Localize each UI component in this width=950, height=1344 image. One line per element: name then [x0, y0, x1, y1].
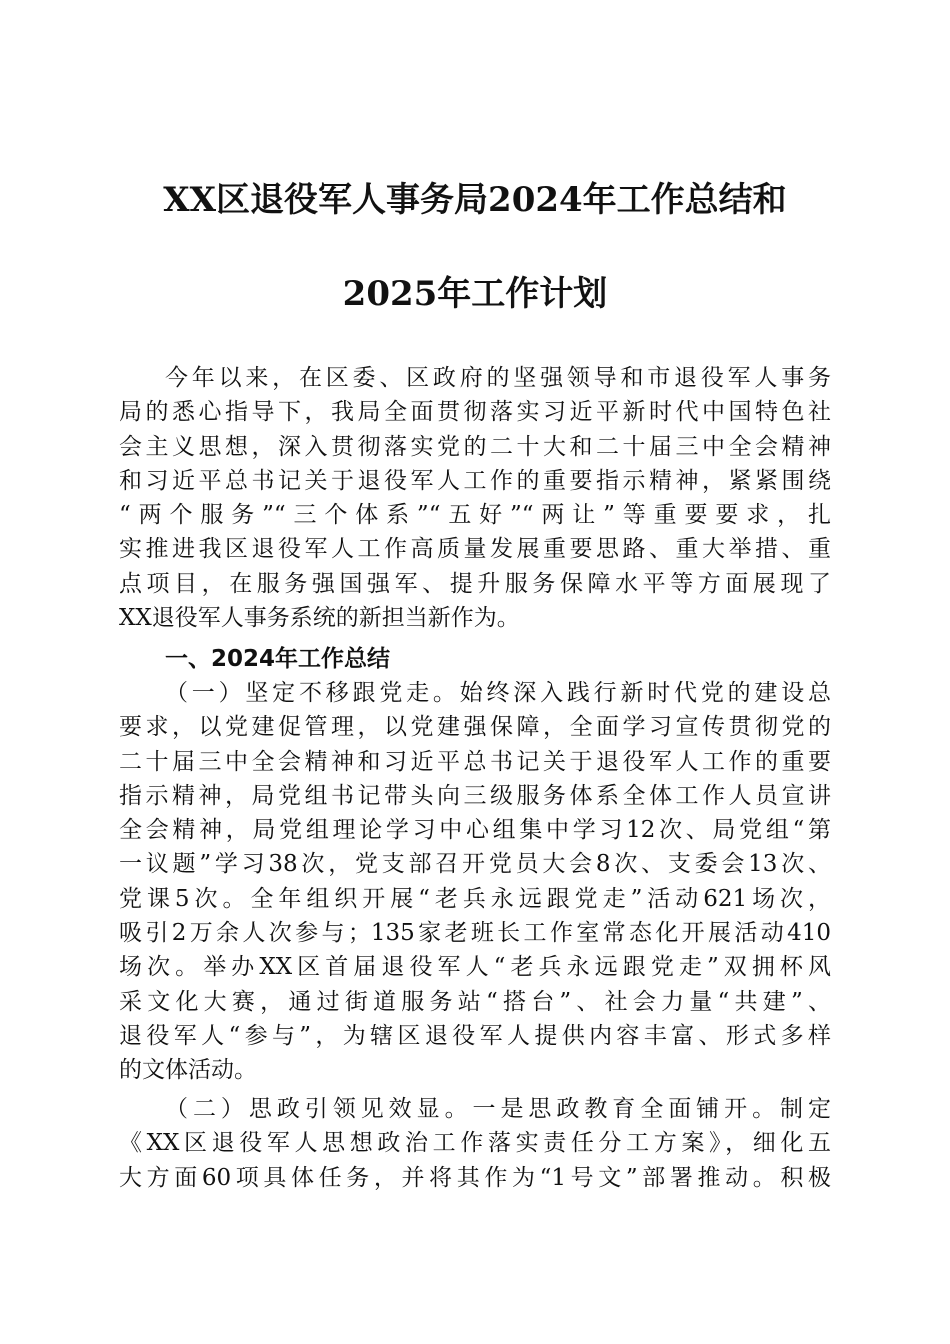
- paragraph-line: 党课5次。全年组织开展“老兵永远跟党走”活动621场次，: [119, 885, 831, 912]
- paragraph-1: [119, 676, 831, 1088]
- section-heading-block: [119, 642, 831, 676]
- paragraph-line: 场次。举办XX区首届退役军人“老兵永远跟党走”双拥杯风: [119, 954, 831, 981]
- paragraph-line: 采文化大赛，通过街道服务站“搭台”、社会力量“共建”、: [119, 988, 831, 1015]
- paragraph-line: 吸引2万余人次参与；135家老班长工作室常态化开展活动410: [119, 920, 831, 947]
- intro-line: 局的悉心指导下，我局全面贯彻落实习近平新时代中国特色社: [119, 399, 831, 426]
- intro-line: 点项目，在服务强国强军、提升服务保障水平等方面展现了: [119, 570, 831, 597]
- paragraph-line: （二）思政引领见效显。一是思政教育全面铺开。制定: [165, 1096, 831, 1122]
- intro-line: 今年以来，在区委、区政府的坚强领导和市退役军人事务: [165, 365, 831, 391]
- intro-line: “两个服务”“三个体系”“五好”“两让”等重要要求，扎: [119, 502, 831, 529]
- document-title-line-2: 2025年工作计划: [342, 274, 608, 314]
- paragraph-line: 要求，以党建促管理，以党建强保障，全面学习宣传贯彻党的: [119, 714, 831, 741]
- paragraph-2: [119, 1092, 831, 1195]
- paragraph-line: 全会精神，局党组理论学习中心组集中学习12次、局党组“第: [119, 817, 831, 844]
- paragraph-line: 二十届三中全会精神和习近平总书记关于退役军人工作的重要: [119, 748, 831, 775]
- paragraph-line: （一）坚定不移跟党走。始终深入践行新时代党的建设总: [165, 680, 831, 706]
- document-title-line-1: XX区退役军人事务局2024年工作总结和: [163, 180, 787, 220]
- paragraph-line: 一议题”学习38次，党支部召开党员大会8次、支委会13次、: [119, 851, 831, 878]
- intro-line: 会主义思想，深入贯彻落实党的二十大和二十届三中全会精神: [119, 433, 831, 460]
- intro-line: 实推进我区退役军人工作高质量发展重要思路、重大举措、重: [119, 536, 831, 563]
- intro-line: 和习近平总书记关于退役军人工作的重要指示精神，紧紧围绕: [119, 467, 831, 494]
- paragraph-line: 《XX区退役军人思想政治工作落实责任分工方案》，细化五: [119, 1130, 831, 1157]
- paragraph-line: 大方面60项具体任务，并将其作为“1号文”部署推动。积极: [119, 1164, 831, 1191]
- paragraph-line: 指示精神，局党组书记带头向三级服务体系全体工作人员宣讲: [119, 782, 831, 809]
- paragraph-line: 的文体活动。: [119, 1057, 257, 1084]
- section-heading: 一、2024年工作总结: [165, 646, 391, 672]
- paragraph-line: 退役军人“参与”，为辖区退役军人提供内容丰富、形式多样: [119, 1022, 831, 1049]
- intro-paragraph: [119, 361, 831, 635]
- intro-line: XX退役军人事务系统的新担当新作为。: [119, 605, 520, 632]
